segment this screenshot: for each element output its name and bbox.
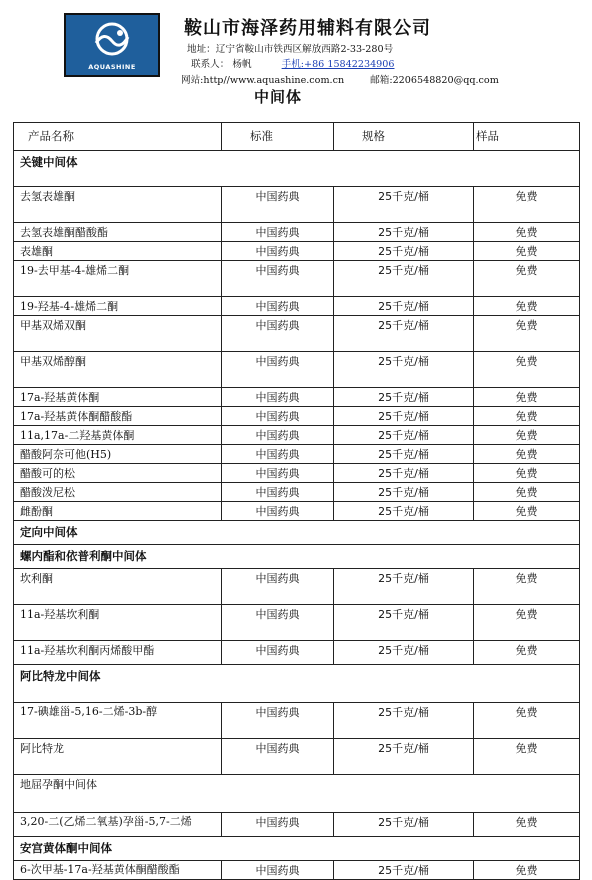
sample-cell: 免费	[474, 483, 580, 502]
section-row	[14, 151, 580, 187]
section-row	[14, 837, 580, 861]
table-row	[14, 187, 580, 223]
column-header-standard: 标准	[222, 123, 334, 151]
table-row	[14, 407, 580, 426]
table-row	[14, 502, 580, 521]
table-row	[14, 605, 580, 641]
section-title: 螺内酯和依普利酮中间体	[14, 545, 580, 569]
table-row	[14, 861, 580, 880]
product-name-cell: 19-去甲基-4-雄烯二酮	[14, 261, 222, 297]
sample-cell: 免费	[474, 464, 580, 483]
wave-logo-icon	[90, 21, 134, 61]
standard-cell: 中国药典	[222, 641, 334, 665]
phone-link[interactable]: 手机:+86 15842234906	[281, 59, 395, 70]
sample-cell: 免费	[474, 242, 580, 261]
product-name-cell: 醋酸可的松	[14, 464, 222, 483]
product-name-cell: 17-碘雄甾-5,16-二烯-3b-醇	[14, 703, 222, 739]
section-title: 阿比特龙中间体	[14, 665, 580, 703]
standard-cell: 中国药典	[222, 569, 334, 605]
sample-cell: 免费	[474, 187, 580, 223]
standard-cell: 中国药典	[222, 187, 334, 223]
product-name-cell: 19-羟基-4-雄烯二酮	[14, 297, 222, 316]
table-row	[14, 352, 580, 388]
standard-cell: 中国药典	[222, 297, 334, 316]
product-name-cell: 表雄酮	[14, 242, 222, 261]
standard-cell: 中国药典	[222, 703, 334, 739]
spec-cell: 25千克/桶	[334, 703, 474, 739]
table-row	[14, 388, 580, 407]
table-header-row	[14, 123, 580, 151]
product-name-cell: 雌酚酮	[14, 502, 222, 521]
spec-cell: 25千克/桶	[334, 426, 474, 445]
table-row	[14, 569, 580, 605]
section-row	[14, 521, 580, 545]
contact-line	[191, 56, 394, 70]
standard-cell: 中国药典	[222, 352, 334, 388]
email[interactable]: 邮箱:2206548820@qq.com	[370, 75, 499, 86]
standard-cell: 中国药典	[222, 605, 334, 641]
sample-cell: 免费	[474, 316, 580, 352]
sample-cell: 免费	[474, 352, 580, 388]
product-name-cell: 3,20-二(乙烯二氧基)孕甾-5,7-二烯	[14, 813, 222, 837]
document-title: 中间体	[254, 88, 303, 106]
spec-cell: 25千克/桶	[334, 861, 474, 880]
spec-cell: 25千克/桶	[334, 483, 474, 502]
sample-cell: 免费	[474, 861, 580, 880]
sample-cell: 免费	[474, 261, 580, 297]
spec-cell: 25千克/桶	[334, 261, 474, 297]
subsection-title: 地屈孕酮中间体	[14, 775, 580, 813]
section-title: 定向中间体	[14, 521, 580, 545]
spec-cell: 25千克/桶	[334, 223, 474, 242]
product-name-cell: 去氢表雄酮	[14, 187, 222, 223]
letterhead	[0, 0, 592, 122]
standard-cell: 中国药典	[222, 261, 334, 297]
standard-cell: 中国药典	[222, 407, 334, 426]
web-line	[181, 72, 499, 86]
product-name-cell: 坎利酮	[14, 569, 222, 605]
spec-cell: 25千克/桶	[334, 445, 474, 464]
spec-cell: 25千克/桶	[334, 316, 474, 352]
standard-cell: 中国药典	[222, 426, 334, 445]
product-name-cell: 醋酸阿奈可他(H5)	[14, 445, 222, 464]
product-name-cell: 17a-羟基黄体酮	[14, 388, 222, 407]
standard-cell: 中国药典	[222, 223, 334, 242]
sample-cell: 免费	[474, 445, 580, 464]
table-row	[14, 445, 580, 464]
table-row	[14, 813, 580, 837]
standard-cell: 中国药典	[222, 861, 334, 880]
standard-cell: 中国药典	[222, 483, 334, 502]
spec-cell: 25千克/桶	[334, 464, 474, 483]
spec-cell: 25千克/桶	[334, 352, 474, 388]
column-header-spec: 规格	[334, 123, 474, 151]
table-row	[14, 261, 580, 297]
product-name-cell: 11a,17a-二羟基黄体酮	[14, 426, 222, 445]
table-row	[14, 316, 580, 352]
table-row	[14, 223, 580, 242]
sample-cell: 免费	[474, 739, 580, 775]
contact-person: 联系人： 杨帆	[191, 59, 252, 70]
spec-cell: 25千克/桶	[334, 502, 474, 521]
product-name-cell: 甲基双烯双酮	[14, 316, 222, 352]
sample-cell: 免费	[474, 813, 580, 837]
sample-cell: 免费	[474, 426, 580, 445]
standard-cell: 中国药典	[222, 813, 334, 837]
spec-cell: 25千克/桶	[334, 569, 474, 605]
sample-cell: 免费	[474, 641, 580, 665]
standard-cell: 中国药典	[222, 388, 334, 407]
table-row	[14, 242, 580, 261]
section-title: 安宫黄体酮中间体	[14, 837, 580, 861]
column-header-name: 产品名称	[14, 123, 222, 151]
spec-cell: 25千克/桶	[334, 813, 474, 837]
table-row	[14, 703, 580, 739]
standard-cell: 中国药典	[222, 464, 334, 483]
sample-cell: 免费	[474, 388, 580, 407]
sample-cell: 免费	[474, 223, 580, 242]
product-name-cell: 6-次甲基-17a-羟基黄体酮醋酸酯	[14, 861, 222, 880]
table-row	[14, 739, 580, 775]
company-address: 地址：辽宁省鞍山市铁西区解放西路2-33-280号	[187, 44, 394, 55]
section-title: 关键中间体	[14, 151, 580, 187]
table-row	[14, 464, 580, 483]
standard-cell: 中国药典	[222, 445, 334, 464]
table-row	[14, 426, 580, 445]
section-row	[14, 545, 580, 569]
section-row	[14, 665, 580, 703]
product-name-cell: 醋酸泼尼松	[14, 483, 222, 502]
spec-cell: 25千克/桶	[334, 297, 474, 316]
product-name-cell: 11a-羟基坎利酮	[14, 605, 222, 641]
spec-cell: 25千克/桶	[334, 407, 474, 426]
table-row	[14, 641, 580, 665]
website[interactable]: 网站:http//www.aquashine.com.cn	[181, 75, 345, 86]
sample-cell: 免费	[474, 502, 580, 521]
spec-cell: 25千克/桶	[334, 605, 474, 641]
table-row	[14, 483, 580, 502]
column-header-sample: 样品	[474, 123, 580, 151]
spec-cell: 25千克/桶	[334, 388, 474, 407]
standard-cell: 中国药典	[222, 316, 334, 352]
company-logo	[64, 13, 160, 77]
sample-cell: 免费	[474, 703, 580, 739]
standard-cell: 中国药典	[222, 242, 334, 261]
company-name: 鞍山市海泽药用辅料有限公司	[184, 18, 431, 39]
spec-cell: 25千克/桶	[334, 187, 474, 223]
spec-cell: 25千克/桶	[334, 641, 474, 665]
product-name-cell: 17a-羟基黄体酮醋酸酯	[14, 407, 222, 426]
sample-cell: 免费	[474, 569, 580, 605]
subsection-row	[14, 775, 580, 813]
standard-cell: 中国药典	[222, 502, 334, 521]
standard-cell: 中国药典	[222, 739, 334, 775]
product-name-cell: 11a-羟基坎利酮丙烯酸甲酯	[14, 641, 222, 665]
product-table	[13, 122, 580, 880]
table-row	[14, 297, 580, 316]
product-name-cell: 甲基双烯醇酮	[14, 352, 222, 388]
sample-cell: 免费	[474, 407, 580, 426]
logo-text: AQUASHINE	[88, 63, 136, 71]
sample-cell: 免费	[474, 297, 580, 316]
spec-cell: 25千克/桶	[334, 242, 474, 261]
product-name-cell: 阿比特龙	[14, 739, 222, 775]
spec-cell: 25千克/桶	[334, 739, 474, 775]
product-name-cell: 去氢表雄酮醋酸酯	[14, 223, 222, 242]
sample-cell: 免费	[474, 605, 580, 641]
